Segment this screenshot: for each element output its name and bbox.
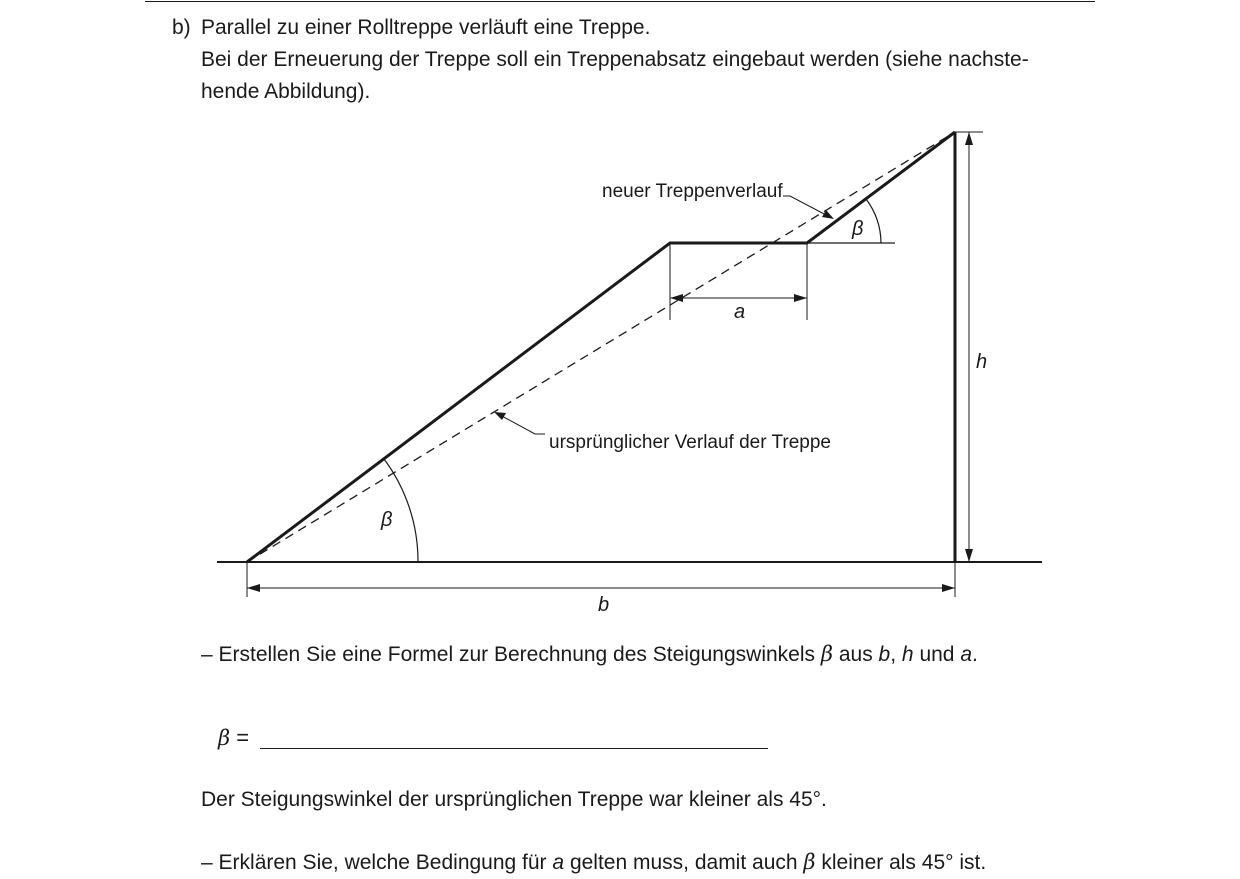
intro-line-1: Parallel zu einer Rolltreppe verläuft eine Treppe. xyxy=(201,16,651,39)
dimension-h-arrow-top xyxy=(965,132,973,145)
label-h: h xyxy=(976,351,988,373)
original-stair-path xyxy=(247,132,955,562)
label-a: a xyxy=(734,301,746,323)
question-2-var-a: a xyxy=(552,851,565,874)
formula-line xyxy=(218,722,249,754)
question-1-var-a: a xyxy=(960,643,973,666)
dimension-h-arrow-bottom xyxy=(965,549,973,562)
question-2 xyxy=(201,846,986,879)
upper-angle-arc xyxy=(866,199,881,243)
answer-blank[interactable] xyxy=(260,748,768,749)
label-original-stair: ursprünglicher Verlauf der Treppe xyxy=(549,432,831,453)
question-1-aus: aus xyxy=(838,643,873,666)
leader-original-arrow xyxy=(494,412,506,420)
formula-equals: = xyxy=(236,725,250,750)
leader-new xyxy=(783,196,828,216)
question-2-text-before: Erklären Sie, welche Bedingung für xyxy=(218,851,547,874)
question-2-dash: – xyxy=(201,851,213,874)
question-1-dash: – xyxy=(201,643,213,666)
statement-text: Der Steigungswinkel der ursprünglichen Treppe war kleiner als 45°. xyxy=(201,788,827,811)
question-1-var-h: h xyxy=(901,643,914,666)
question-1-period: . xyxy=(972,643,978,666)
question-1-und: und xyxy=(919,643,955,666)
formula-beta: β xyxy=(218,726,231,750)
leader-original xyxy=(500,415,545,434)
question-1-var-b: b xyxy=(878,643,891,666)
question-1-comma: , xyxy=(890,643,897,666)
question-2-text-after: kleiner als 45° ist. xyxy=(821,851,987,874)
question-1-text: Erstellen Sie eine Formel zur Berechnung des Steigungswinkels xyxy=(218,643,816,666)
question-1-beta: β xyxy=(820,642,833,666)
label-beta-lower: β xyxy=(381,509,393,531)
question-2-text-middle: gelten muss, damit auch xyxy=(569,851,798,874)
question-2-beta: β xyxy=(803,850,816,874)
label-beta-upper: β xyxy=(852,218,864,240)
dimension-a-arrow-right xyxy=(794,294,807,302)
dimension-b-arrow-right xyxy=(942,584,955,592)
intro-line-3: hende Abbildung). xyxy=(201,80,371,103)
label-b: b xyxy=(598,594,610,616)
dimension-b-arrow-left xyxy=(247,584,260,592)
intro-line-2: Bei der Erneuerung der Treppe soll ein Treppenabsatz eingebaut werden (siehe nachste- xyxy=(201,48,1029,71)
label-new-stair: neuer Treppenverlauf xyxy=(602,181,783,202)
task-label: b) xyxy=(172,16,191,39)
question-1 xyxy=(201,638,978,671)
